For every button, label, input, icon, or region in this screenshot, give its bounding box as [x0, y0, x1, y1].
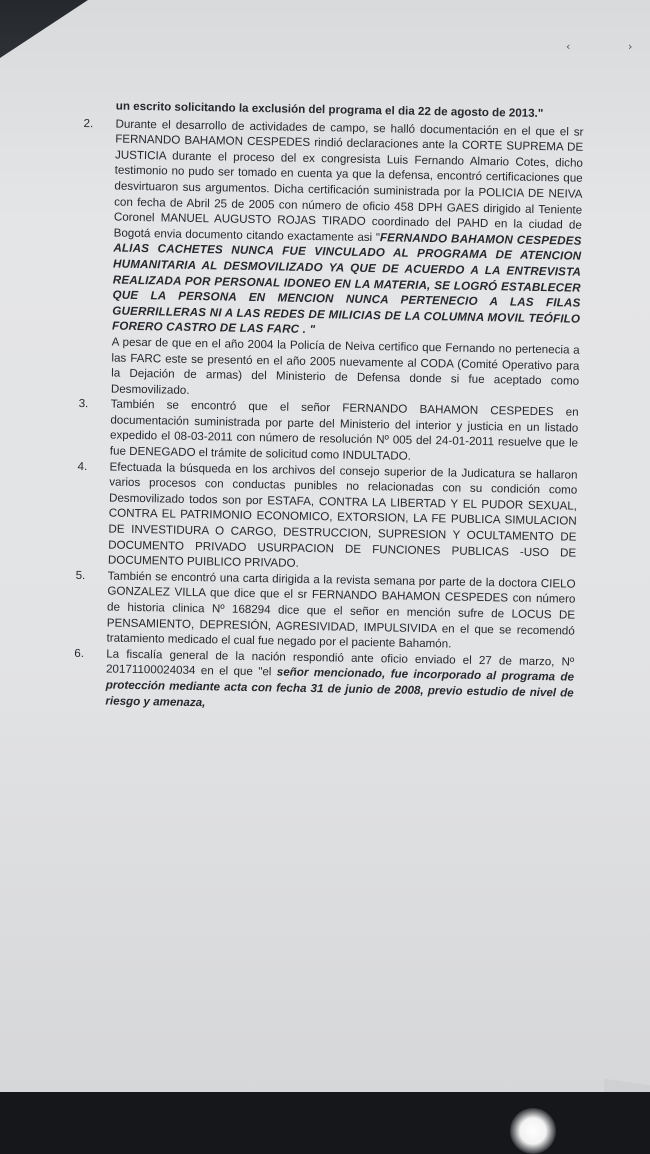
item-text: Efectuada la búsqueda en los archivos del consejo superior de la Judicatura se hallaron varios procesos con conductas punibles no relacionadas con su condición como Desmovilizado todos son por ESTAFA, CONTRA LA LIBERTAD Y EL PUDOR SEXUAL, CONTRA EL PATRIMONIO ECONOMICO, EXTORSION, LA FE PUBLICA SIMULACION DE INVESTIDURA O CARGO, DESTRUCCION, SUPRESION Y OCULTAMENTO DE DOCUMENTO PRIVADO USURPACION DE FUNCIONES PUBLICAS -USO DE DOCUMENTO PUIBLICO PRIVADO. [107, 460, 578, 571]
corner-mark-left: ‹ [566, 40, 571, 53]
item-text: La fiscalía general de la nación respondió ante oficio enviado el 27 de marzo, Nº 20171100024034 en el que "el [105, 647, 575, 679]
opening-text: un escrito solicitando la exclusión del programa el dia 22 de agosto de 2013." [115, 99, 544, 121]
list-item-4 [76, 459, 578, 577]
corner-mark-right: › [628, 40, 633, 53]
item-text: Durante el desarrollo de actividades de campo, se halló documentación en el que el sr FERNANDO BAHAMON CESPEDES rindió declaraciones ante la CORTE SUPREMA DE JUSTICIA durante el proceso del ex congresista Luis Fernando Almario Cotes, dicho testimonio no pudo ser tomado en cuenta ya que la defensa, encontró certificaciones que desvirtuaron sus argumentos. Dicha certificación suministrada por la POLICIA DE NEIVA con fecha de Abril 25 de 2005 con número de oficio 458 DPH GAES dirigido al Teniente Coronel MANUEL AUGUSTO ROJAS TIRADO coordinado del PAHD en la ciudad de Bogotá envia documento citando exactamente asi " [113, 117, 584, 244]
document-text [73, 98, 584, 717]
list-item-2 [79, 116, 584, 405]
list-item-5 [74, 568, 575, 655]
light-reflection [510, 1108, 556, 1154]
item-text: También se encontró una carta dirigida a la revista semana por parte de la doctora CIELO GONZALEZ VILLA que dice que el sr FERNANDO BAHAMON CESPEDES con número de historia clinica Nº 168294 dice que el señor en mención sufre de LOCUS DE PENSAMIENTO, DEPRESIÓN, AGRESIVIDAD, IMPULSIVIDA en el que se recomendó tratamiento medicado el cual fue negado por el paciente Bahamón. [106, 569, 576, 651]
list-item-6 [73, 646, 574, 717]
item-text: También se encontró que el señor FERNANDO BAHAMON CESPEDES en documentación suministrada por parte del Ministerio del interior y justicia en un listado expedido el 08-03-2011 con número de resolución Nº 005 del 24-01-2011 resuelve que le fue DENEGADO el trámite de solicitud como INDULTADO. [109, 397, 579, 463]
item-number: 3. [78, 397, 89, 411]
item-text-continued: A pesar de que en el año 2004 la Policía de Neiva certifico que Fernando no pertenecia a las FARC este se presentó en el año 2005 nuevamente al CODA (Comité Operativo para la Dejación de armas) del Ministerio de Defensa donde si fue aceptado como Desmovilizado. [110, 335, 580, 397]
item-quote: FERNANDO BAHAMON CESPEDES ALIAS CACHETES NUNCA FUE VINCULADO AL PROGRAMA DE ATENCION HUMANITARIA AL DESMOVILIZADO YA QUE DE ACUERDO A LA ENTREVISTA REALIZADA POR PERSONAL IDONEO EN LA MATERIA, SE LOGRÓ ESTABLECER QUE LA PERSONA EN MENCION NUNCA PERTENECIO A LAS FILAS GUERRILLERAS NI A LAS REDES DE MILICIAS DE LA COLUMNA MOVIL TEÓFILO FORERO CASTRO DE LAS FARC . " [111, 230, 582, 337]
list-item-3 [78, 396, 579, 467]
item-number: 5. [75, 568, 86, 582]
item-number: 2. [83, 116, 94, 130]
item-text-bold: señor mencionado, fue incorporado al programa de protección mediante acta con fecha 31 de junio de 2008, previo estudio de nivel de riesgo y amenaza, [105, 665, 575, 709]
item-number: 4. [77, 459, 88, 473]
item-number: 6. [74, 646, 85, 660]
